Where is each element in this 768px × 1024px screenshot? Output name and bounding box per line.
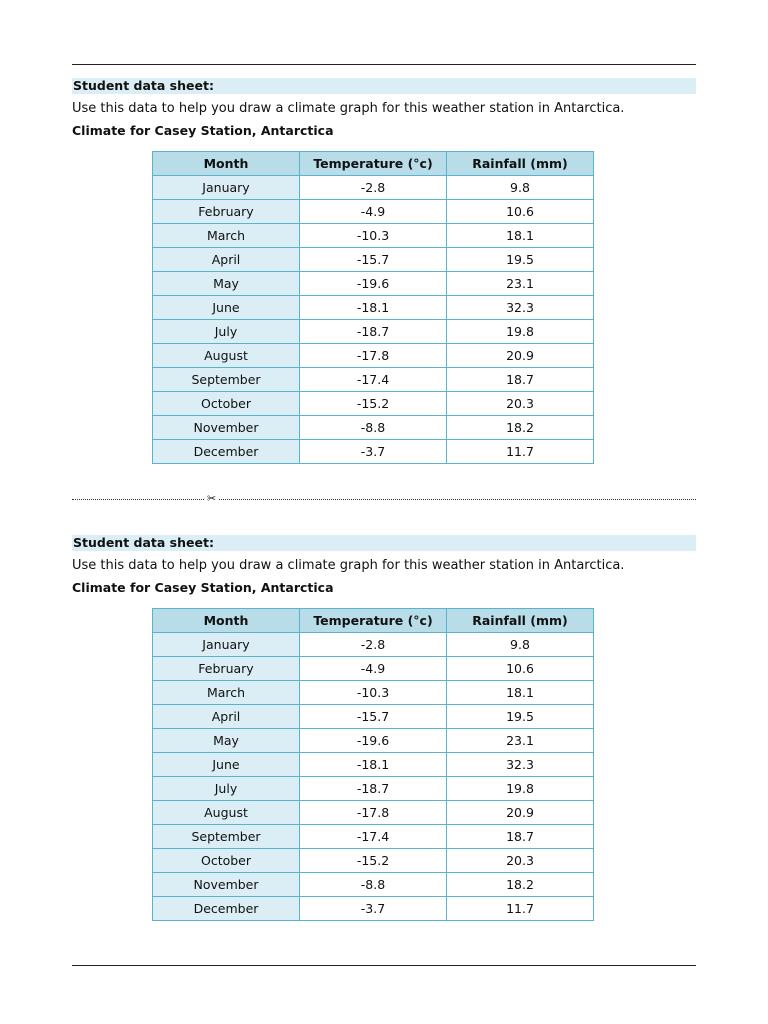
rainfall-cell: 18.1 bbox=[447, 224, 594, 248]
sheet-heading: Student data sheet: bbox=[72, 78, 696, 94]
table-row bbox=[153, 681, 594, 705]
rainfall-cell: 10.6 bbox=[447, 657, 594, 681]
temperature-cell: -19.6 bbox=[300, 272, 447, 296]
month-cell: June bbox=[153, 753, 300, 777]
table-row bbox=[153, 176, 594, 200]
temperature-cell: -17.8 bbox=[300, 344, 447, 368]
table-row bbox=[153, 825, 594, 849]
scissors-icon: ✂ bbox=[207, 492, 217, 505]
month-cell: September bbox=[153, 825, 300, 849]
temperature-cell: -17.4 bbox=[300, 368, 447, 392]
rainfall-cell: 10.6 bbox=[447, 200, 594, 224]
table-row bbox=[153, 272, 594, 296]
temperature-cell: -18.1 bbox=[300, 753, 447, 777]
table-caption: Climate for Casey Station, Antarctica bbox=[72, 580, 334, 595]
table-row bbox=[153, 705, 594, 729]
rainfall-cell: 18.7 bbox=[447, 368, 594, 392]
temperature-cell: -4.9 bbox=[300, 200, 447, 224]
column-header-rainfall: Rainfall (mm) bbox=[447, 609, 594, 633]
month-cell: March bbox=[153, 224, 300, 248]
table-row bbox=[153, 729, 594, 753]
rainfall-cell: 20.9 bbox=[447, 801, 594, 825]
dotted-line bbox=[219, 499, 696, 500]
rainfall-cell: 20.3 bbox=[447, 849, 594, 873]
temperature-cell: -3.7 bbox=[300, 440, 447, 464]
table-header-row bbox=[153, 609, 594, 633]
month-cell: December bbox=[153, 897, 300, 921]
rainfall-cell: 19.8 bbox=[447, 777, 594, 801]
temperature-cell: -17.8 bbox=[300, 801, 447, 825]
rainfall-cell: 18.2 bbox=[447, 873, 594, 897]
student-data-sheet-1 bbox=[72, 78, 696, 464]
table-row bbox=[153, 248, 594, 272]
month-cell: September bbox=[153, 368, 300, 392]
column-header-month: Month bbox=[153, 609, 300, 633]
table-caption: Climate for Casey Station, Antarctica bbox=[72, 123, 334, 138]
month-cell: May bbox=[153, 729, 300, 753]
table-row bbox=[153, 224, 594, 248]
rainfall-cell: 32.3 bbox=[447, 753, 594, 777]
rainfall-cell: 20.9 bbox=[447, 344, 594, 368]
rainfall-cell: 11.7 bbox=[447, 897, 594, 921]
cut-line bbox=[72, 492, 696, 506]
table-row bbox=[153, 416, 594, 440]
sheet-heading: Student data sheet: bbox=[72, 535, 696, 551]
month-cell: October bbox=[153, 392, 300, 416]
temperature-cell: -18.7 bbox=[300, 320, 447, 344]
month-cell: August bbox=[153, 801, 300, 825]
month-cell: November bbox=[153, 873, 300, 897]
table-body bbox=[153, 633, 594, 921]
month-cell: January bbox=[153, 176, 300, 200]
temperature-cell: -2.8 bbox=[300, 176, 447, 200]
temperature-cell: -18.7 bbox=[300, 777, 447, 801]
column-header-temperature: Temperature (°c) bbox=[300, 152, 447, 176]
table-row bbox=[153, 296, 594, 320]
table-row bbox=[153, 392, 594, 416]
temperature-cell: -19.6 bbox=[300, 729, 447, 753]
month-cell: January bbox=[153, 633, 300, 657]
dotted-line bbox=[72, 499, 204, 500]
month-cell: February bbox=[153, 657, 300, 681]
rainfall-cell: 20.3 bbox=[447, 392, 594, 416]
table-row bbox=[153, 344, 594, 368]
rainfall-cell: 19.8 bbox=[447, 320, 594, 344]
month-cell: November bbox=[153, 416, 300, 440]
temperature-cell: -17.4 bbox=[300, 825, 447, 849]
temperature-cell: -15.7 bbox=[300, 248, 447, 272]
temperature-cell: -8.8 bbox=[300, 873, 447, 897]
table-row bbox=[153, 368, 594, 392]
rainfall-cell: 18.7 bbox=[447, 825, 594, 849]
table-row bbox=[153, 657, 594, 681]
month-cell: July bbox=[153, 777, 300, 801]
table-body bbox=[153, 176, 594, 464]
rainfall-cell: 18.2 bbox=[447, 416, 594, 440]
table-row bbox=[153, 801, 594, 825]
rainfall-cell: 18.1 bbox=[447, 681, 594, 705]
table-row bbox=[153, 320, 594, 344]
temperature-cell: -15.2 bbox=[300, 392, 447, 416]
month-cell: August bbox=[153, 344, 300, 368]
rainfall-cell: 23.1 bbox=[447, 272, 594, 296]
temperature-cell: -18.1 bbox=[300, 296, 447, 320]
column-header-rainfall: Rainfall (mm) bbox=[447, 152, 594, 176]
rainfall-cell: 19.5 bbox=[447, 705, 594, 729]
month-cell: June bbox=[153, 296, 300, 320]
table-header-row bbox=[153, 152, 594, 176]
table-row bbox=[153, 849, 594, 873]
temperature-cell: -4.9 bbox=[300, 657, 447, 681]
instruction-text: Use this data to help you draw a climate graph for this weather station in Antarctica. bbox=[72, 558, 625, 573]
month-cell: May bbox=[153, 272, 300, 296]
month-cell: April bbox=[153, 705, 300, 729]
rainfall-cell: 9.8 bbox=[447, 633, 594, 657]
table-row bbox=[153, 777, 594, 801]
column-header-month: Month bbox=[153, 152, 300, 176]
rainfall-cell: 32.3 bbox=[447, 296, 594, 320]
table-row bbox=[153, 873, 594, 897]
month-cell: February bbox=[153, 200, 300, 224]
rainfall-cell: 19.5 bbox=[447, 248, 594, 272]
top-rule bbox=[72, 64, 696, 65]
column-header-temperature: Temperature (°c) bbox=[300, 609, 447, 633]
temperature-cell: -3.7 bbox=[300, 897, 447, 921]
temperature-cell: -8.8 bbox=[300, 416, 447, 440]
month-cell: July bbox=[153, 320, 300, 344]
month-cell: April bbox=[153, 248, 300, 272]
temperature-cell: -10.3 bbox=[300, 224, 447, 248]
month-cell: December bbox=[153, 440, 300, 464]
rainfall-cell: 9.8 bbox=[447, 176, 594, 200]
temperature-cell: -10.3 bbox=[300, 681, 447, 705]
temperature-cell: -15.7 bbox=[300, 705, 447, 729]
climate-table bbox=[152, 608, 594, 921]
month-cell: March bbox=[153, 681, 300, 705]
temperature-cell: -15.2 bbox=[300, 849, 447, 873]
table-row bbox=[153, 897, 594, 921]
table-row bbox=[153, 633, 594, 657]
rainfall-cell: 23.1 bbox=[447, 729, 594, 753]
instruction-text: Use this data to help you draw a climate graph for this weather station in Antarctica. bbox=[72, 101, 625, 116]
temperature-cell: -2.8 bbox=[300, 633, 447, 657]
table-row bbox=[153, 200, 594, 224]
bottom-rule bbox=[72, 965, 696, 966]
student-data-sheet-2 bbox=[72, 535, 696, 921]
month-cell: October bbox=[153, 849, 300, 873]
climate-table bbox=[152, 151, 594, 464]
table-row bbox=[153, 440, 594, 464]
rainfall-cell: 11.7 bbox=[447, 440, 594, 464]
table-row bbox=[153, 753, 594, 777]
